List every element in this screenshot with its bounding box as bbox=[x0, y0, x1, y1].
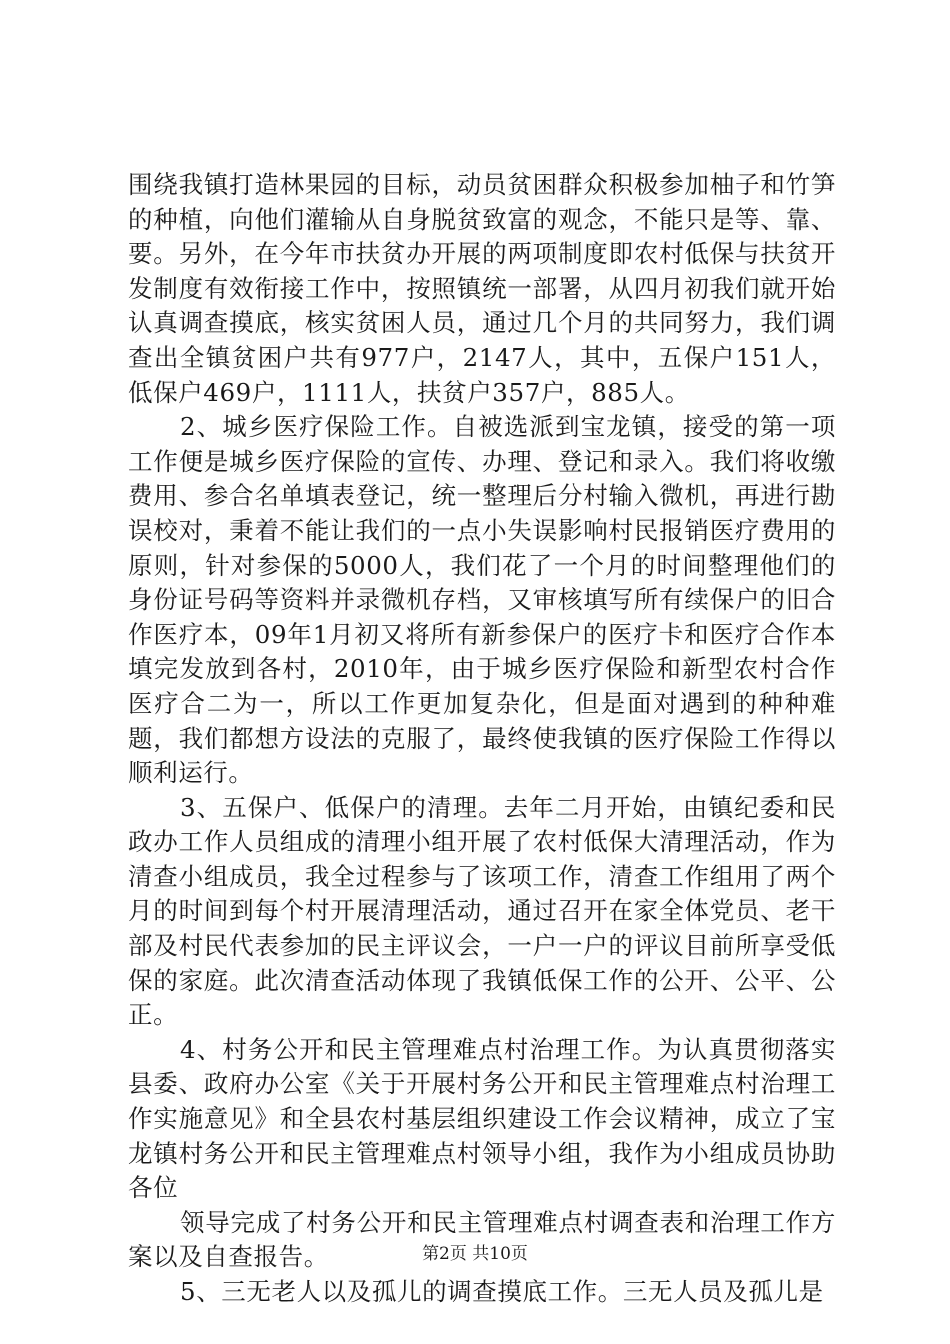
page-footer: 第2页 共10页 bbox=[422, 1244, 528, 1264]
paragraph-6: 5、三无老人以及孤儿的调查摸底工作。三无人员及孤儿是 bbox=[180, 1277, 824, 1306]
document-body bbox=[128, 168, 836, 1310]
paragraph-1: 围绕我镇打造林果园的目标，动员贫困群众积极参加柚子和竹笋的种植，向他们灌输从自身脱贫致富的观念，不能只是等、靠、要。另外，在今年市扶贫办开展的两项制度即农村低保与扶贫开发制度有效衔接工作中，按照镇统一部署，从四月初我们就开始认真调查摸底，核实贫困人员，通过几个月的共同努力，我们调查出全镇贫困户共有977户，2147人，其中，五保户151人，低保户469户，1111人，扶贫户357户，885人。 bbox=[128, 170, 836, 407]
paragraph-4: 4、村务公开和民主管理难点村治理工作。为认真贯彻落实县委、政府办公室《关于开展村务公开和民主管理难点村治理工作实施意见》和全县农村基层组织建设工作会议精神，成立了宝龙镇村务公开和民主管理难点村领导小组，我作为小组成员协助各位 bbox=[128, 1034, 836, 1203]
paragraph-5: 领导完成了村务公开和民主管理难点村调查表和治理工作方案以及自查报告。 bbox=[128, 1207, 836, 1272]
paragraph-2: 2、城乡医疗保险工作。自被选派到宝龙镇，接受的第一项工作便是城乡医疗保险的宣传、办理、登记和录入。我们将收缴费用、参合名单填表登记，统一整理后分村输入微机，再进行勘误校对，秉着不能让我们的一点小失误影响村民报销医疗费用的原则，针对参保的5000人，我们花了一个月的时间整理他们的身份证号码等资料并录微机存档，又审核填写所有续保户的旧合作医疗本，09年1月初又将所有新参保户的医疗卡和医疗合作本填完发放到各村，2010年，由于城乡医疗保险和新型农村合作医疗合二为一，所以工作更加复杂化，但是面对遇到的种种难题，我们都想方设法的克服了，最终使我镇的医疗保险工作得以顺利运行。 bbox=[128, 412, 836, 788]
paragraph-3: 3、五保户、低保户的清理。去年二月开始，由镇纪委和民政办工作人员组成的清理小组开展了农村低保大清理活动，作为清查小组成员，我全过程参与了该项工作，清查工作组用了两个月的时间到每个村开展清理活动，通过召开在家全体党员、老干部及村民代表参加的民主评议会，一户一户的评议目前所享受低保的家庭。此次清查活动体现了我镇低保工作的公开、公平、公正。 bbox=[128, 792, 836, 1030]
